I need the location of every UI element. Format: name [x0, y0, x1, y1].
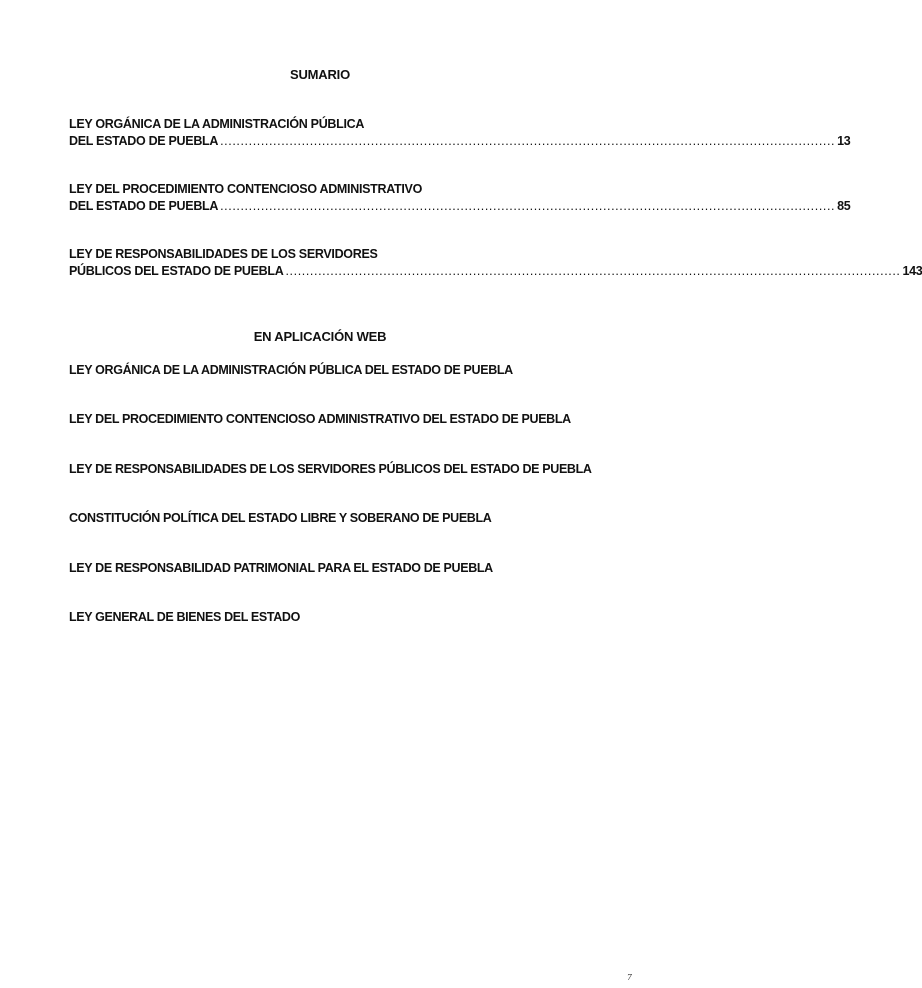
toc-entry[interactable] — [69, 246, 922, 280]
toc-entry-title-line2-row — [69, 133, 851, 150]
toc-entry-title-line2: DEL ESTADO DE PUEBLA — [69, 134, 219, 148]
toc-page-number: 13 — [837, 134, 851, 148]
toc-page-number: 85 — [837, 199, 851, 213]
toc-dot-leader: ....................................................................................................................................................... — [285, 264, 901, 278]
web-list-item[interactable]: CONSTITUCIÓN POLÍTICA DEL ESTADO LIBRE Y SOBERANO DE PUEBLA — [69, 511, 492, 525]
toc-entry-title-line2: PÚBLICOS DEL ESTADO DE PUEBLA — [69, 264, 284, 278]
toc-entry-title-line1: LEY DEL PROCEDIMIENTO CONTENCIOSO ADMINISTRATIVO — [69, 182, 422, 196]
toc-dot-leader: ....................................................................................................................................................... — [220, 134, 836, 148]
toc-entry[interactable] — [69, 181, 851, 215]
toc-entry-title-line1: LEY DE RESPONSABILIDADES DE LOS SERVIDORES — [69, 247, 378, 261]
sumario-title: SUMARIO — [290, 67, 350, 82]
web-list-item[interactable]: LEY DE RESPONSABILIDAD PATRIMONIAL PARA EL ESTADO DE PUEBLA — [69, 561, 493, 575]
toc-entry-title-line2-row — [69, 198, 851, 215]
page-number: 7 — [626, 973, 632, 982]
toc-entry-title-line2-row — [69, 263, 922, 280]
toc-entry-title-line1: LEY ORGÁNICA DE LA ADMINISTRACIÓN PÚBLICA — [69, 117, 365, 131]
toc-dot-leader: ....................................................................................................................................................... — [220, 199, 836, 213]
web-list-item[interactable]: LEY GENERAL DE BIENES DEL ESTADO — [69, 610, 300, 624]
toc-entry-title-line2: DEL ESTADO DE PUEBLA — [69, 199, 219, 213]
web-list-item[interactable]: LEY ORGÁNICA DE LA ADMINISTRACIÓN PÚBLICA DEL ESTADO DE PUEBLA — [69, 363, 513, 377]
toc-page-number: 143 — [902, 264, 922, 278]
web-list-item[interactable]: LEY DEL PROCEDIMIENTO CONTENCIOSO ADMINISTRATIVO DEL ESTADO DE PUEBLA — [69, 412, 571, 426]
web-section-title: EN APLICACIÓN WEB — [253, 329, 387, 344]
web-list-item[interactable]: LEY DE RESPONSABILIDADES DE LOS SERVIDORES PÚBLICOS DEL ESTADO DE PUEBLA — [69, 462, 592, 476]
toc-entry[interactable] — [69, 116, 851, 150]
